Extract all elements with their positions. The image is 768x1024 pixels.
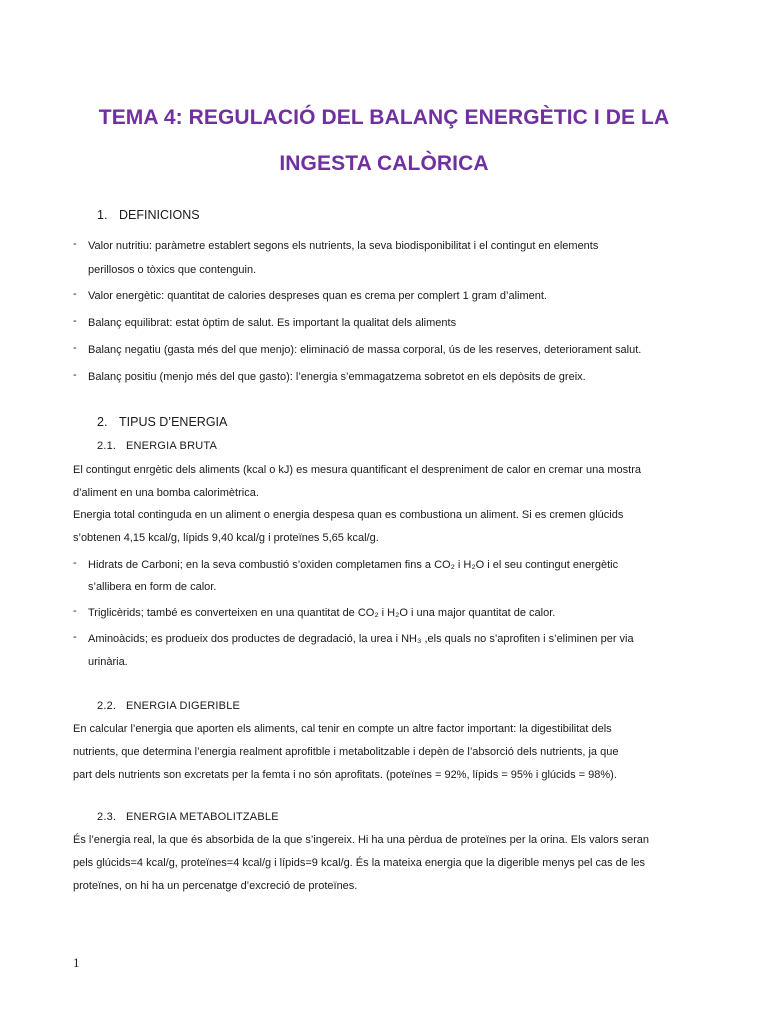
paragraph-line: El contingut enrgètic dels aliments (kcal o kJ) es mesura quantificant el despreniment de calor en cremar una mostra [73,464,641,476]
paragraph-line: nutrients, que determina l’energia realment aprofitble i metabolitzable i depèn de l’absorció dels nutrients, ja que [73,746,619,758]
bullet-text: Balanç positiu (menjo més del que gasto): l’energia s’emmagatzema sobretot en els depòsits de greix. [88,371,586,383]
subsection-heading-energia-bruta [97,440,217,452]
subsection-heading-energia-metabolitzable [97,811,279,823]
bullet-dash: - [73,605,77,617]
subsection-number: 2.3. [97,811,117,823]
document-title-line-2: INGESTA CALÒRICA [279,152,489,175]
bullet-dash: - [73,631,77,643]
section-heading-tipus-energia [97,415,227,429]
bullet-dash: - [73,342,77,354]
document-title-line-1: TEMA 4: REGULACIÓ DEL BALANÇ ENERGÈTIC I DE LA [98,106,670,129]
subsection-heading-energia-digerible [97,700,240,712]
bullet-dash: - [73,288,77,300]
bullet-text: Triglicèrids; també es converteixen en una quantitat de CO₂ i H₂O i una major quantitat de calor. [88,607,556,619]
bullet-dash: - [73,557,77,569]
bullet-text: urinària. [88,656,128,668]
paragraph-line: s’obtenen 4,15 kcal/g, lípids 9,40 kcal/g i proteïnes 5,65 kcal/g. [73,532,379,544]
section-number: 2. [97,415,108,429]
paragraph-line: proteïnes, on hi ha un percenatge d’excreció de proteïnes. [73,880,358,892]
paragraph-line: En calcular l’energia que aporten els aliments, cal tenir en compte un altre factor important: la digestibilitat dels [73,723,612,735]
bullet-text: Hidrats de Carboni; en la seva combustió s’oxiden completamen fins a CO₂ i H₂O i el seu contingut energètic [88,559,619,571]
subsection-number: 2.1. [97,440,117,452]
bullet-text: Valor nutritiu: paràmetre establert segons els nutrients, la seva biodisponibilitat i el contingut en elements [88,240,599,252]
section-title: DEFINICIONS [119,208,200,222]
subsection-number: 2.2. [97,700,117,712]
paragraph-line: És l’energia real, la que és absorbida de la que s’ingereix. Hi ha una pèrdua de proteïnes per la orina. Els valors seran [73,834,650,846]
bullet-text: perillosos o tòxics que contenguin. [88,264,257,276]
bullet-text: Balanç negatiu (gasta més del que menjo): eliminació de massa corporal, ús de les reserves, deteriorament salut. [88,344,642,356]
paragraph-line: pels glúcids=4 kcal/g, proteïnes=4 kcal/g i lípids=9 kcal/g. És la mateixa energia que la digerible menys pel cas de les [73,857,646,869]
paragraph-line: Energia total continguda en un aliment o energia despesa quan es combustiona un aliment. Si es cremen glúcids [73,509,624,521]
bullet-text: Valor energètic: quantitat de calories despreses quan es crema per complert 1 gram d’aliment. [88,290,547,302]
section-heading-definicions [97,208,200,222]
section-number: 1. [97,208,108,222]
subsection-title: ENERGIA BRUTA [126,440,218,452]
bullet-text: Balanç equilibrat: estat òptim de salut. Es important la qualitat dels aliments [88,317,457,329]
subsection-title: ENERGIA DIGERIBLE [126,700,241,712]
bullet-dash: - [73,238,77,250]
page-number: 1 [73,955,80,970]
bullet-text: s’allibera en form de calor. [88,581,217,593]
bullet-dash: - [73,315,77,327]
paragraph-line: part dels nutrients son excretats per la femta i no són aprofitats. (poteïnes = 92%, lípids = 95% i glúcids = 98%). [73,769,617,781]
bullet-text: Aminoàcids; es produeix dos productes de degradació, la urea i NH₃ ,els quals no s’aprofiten i s’eliminen per via [88,633,634,645]
paragraph-line: d’aliment en una bomba calorimètrica. [73,487,259,499]
section-title: TIPUS D’ENERGIA [119,415,228,429]
subsection-title: ENERGIA METABOLITZABLE [126,811,279,823]
bullet-dash: - [73,369,77,381]
